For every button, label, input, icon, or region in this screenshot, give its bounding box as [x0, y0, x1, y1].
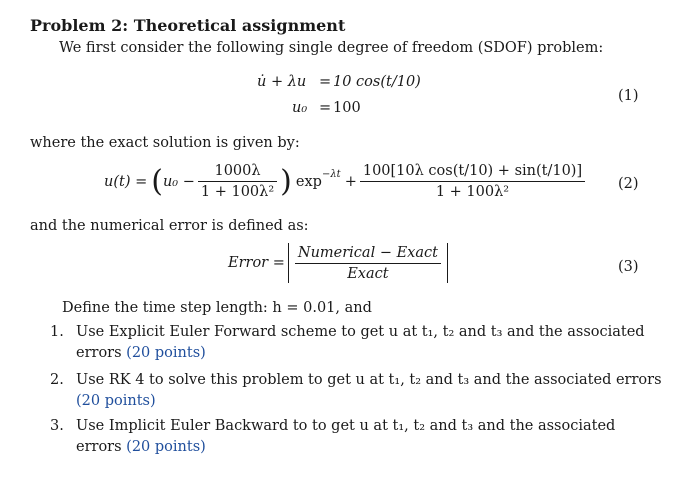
- eq2-frac2-den: 1 + 100λ²: [435, 184, 510, 200]
- equation-2: [104, 163, 588, 200]
- eq2-right-paren: ): [280, 163, 292, 199]
- error-intro: and the numerical error is defined as:: [30, 218, 309, 234]
- eq2-exp-sup: −λt: [321, 169, 341, 180]
- task-2-points: (20 points): [76, 393, 156, 409]
- task-2-line2: [76, 393, 156, 409]
- eq2-frac1-den: 1 + 100λ²: [200, 184, 275, 200]
- eq2-fraction-1: [198, 163, 277, 200]
- task-1-number: 1.: [50, 324, 64, 340]
- equation-3: [228, 243, 451, 283]
- eq1-line2-rhs: 100: [333, 100, 361, 116]
- eq3-num: Numerical − Exact: [295, 245, 441, 264]
- task-1-line1: Use Explicit Euler Forward scheme to get u at t₁, t₂ and t₃ and the associated: [76, 324, 645, 340]
- eq3-abs-right: [447, 243, 448, 283]
- eq1-line1-rhs: 10 cos(t/10): [333, 74, 421, 90]
- eq1-number: (1): [618, 88, 639, 104]
- eq3-fraction: [295, 245, 441, 282]
- task-3-points: (20 points): [126, 439, 206, 455]
- task-1-line2: [76, 345, 206, 361]
- task-3-number: 3.: [50, 418, 64, 434]
- task-2-number: 2.: [50, 372, 64, 388]
- eq1-line1-eq: =: [319, 74, 332, 90]
- eq2-u0-minus: u₀ −: [162, 173, 195, 190]
- eq2-left-paren: (: [151, 163, 163, 199]
- task-3-line1: Use Implicit Euler Backward to to get u at t₁, t₂ and t₃ and the associated: [76, 418, 616, 434]
- eq3-den: Exact: [347, 265, 389, 282]
- task-3-line2: [76, 439, 206, 455]
- timestep-text: Define the time step length: h = 0.01, and: [62, 300, 372, 316]
- problem-title: Problem 2: Theoretical assignment: [30, 16, 346, 35]
- eq3-number: (3): [618, 259, 639, 275]
- eq2-frac2-num: 100[10λ cos(t/10) + sin(t/10)]: [360, 163, 585, 182]
- exact-solution-intro: where the exact solution is given by:: [30, 135, 300, 151]
- eq2-number: (2): [618, 176, 639, 192]
- eq1-line2-lhs: u₀: [292, 100, 308, 116]
- eq2-fraction-2: [360, 163, 585, 200]
- eq2-frac1-num: 1000λ: [198, 163, 277, 182]
- eq3-lhs: Error =: [228, 255, 285, 271]
- eq2-lhs: u(t) =: [104, 173, 148, 190]
- eq2-exp: exp: [295, 173, 322, 190]
- task-1-errors: errors: [76, 345, 122, 361]
- task-3-errors: errors: [76, 439, 122, 455]
- eq2-plus: +: [344, 173, 357, 190]
- task-2-line1: Use RK 4 to solve this problem to get u at t₁, t₂ and t₃ and the associated errors: [76, 372, 662, 388]
- eq3-abs-left: [288, 243, 289, 283]
- task-1-points: (20 points): [126, 345, 206, 361]
- eq1-line1-lhs: u̇ + λu: [257, 74, 307, 90]
- intro-text: We first consider the following single degree of freedom (SDOF) problem:: [59, 40, 604, 56]
- eq1-line2-eq: =: [319, 100, 332, 116]
